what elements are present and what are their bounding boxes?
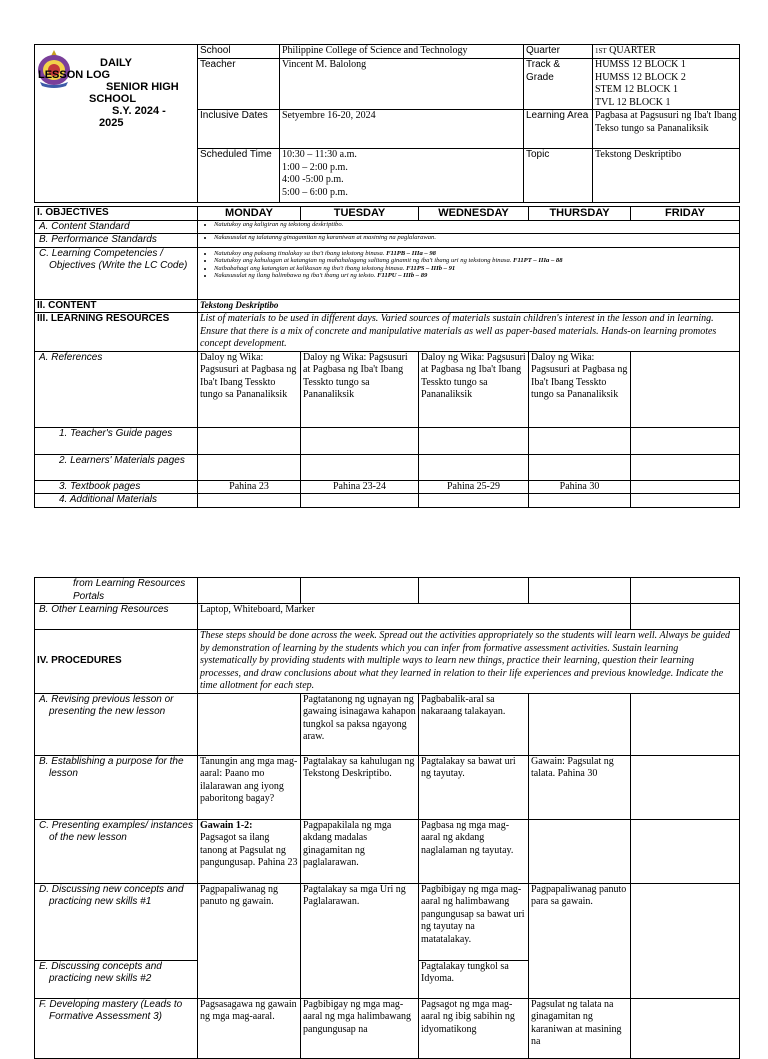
textbook-wednesday: Pahina 25-29	[419, 480, 529, 494]
proc-a-friday	[631, 693, 740, 755]
performance-standard-value: • Nakasusulat ng talatanng ginagamitan ng karaniwan at masining na paglalarawan.	[198, 234, 740, 248]
proc-f-thursday: Pagsulat ng talata na ginagamitan ng karaniwan at masining na	[529, 998, 631, 1058]
additional-materials-cont-label: from Learning Resources Portals	[35, 578, 198, 604]
proc-b-wednesday: Pagtalakay sa bawat uri ng tayutay.	[419, 755, 529, 819]
content-heading: II. CONTENT	[35, 299, 198, 313]
competencies-value: • Natutukoy ang paksang tinalakay sa iba't ibang tekstong binasa. F11PB – IIIa – 98 • Natutukoy ang kahulugan at katangian ng mahahalagang salitang ginamit ng iba't ibang uri ng tekstong binasa. F11PT – IIIa – 88 • Naibabahagi ang katangian at kalikasan ng iba't ibang tekstong binasa. F11PS – IIIb – 91 • Nakasusulat ng ilang halimbawa ng iba't ibang uri ng teksto. F11PU – IIIb – 89	[198, 247, 740, 299]
proc-d-monday: Pagpapaliwanag ng panuto ng gawain.	[198, 883, 301, 998]
proc-c-friday	[631, 819, 740, 883]
proc-c-thursday	[529, 819, 631, 883]
reference-thursday: Daloy ng Wika: Pagsusuri at Pagbasa ng Iba't Ibang Tesskto tungo sa Pananaliksik	[529, 351, 631, 427]
header-logo-cell	[35, 45, 198, 203]
track-label: Track & Grade	[524, 59, 593, 110]
teacher-label: Teacher	[198, 59, 280, 110]
proc-d-tuesday: Pagtalakay sa mga Uri ng Paglalarawan.	[301, 883, 419, 998]
textbook-monday: Pahina 23	[198, 480, 301, 494]
proc-d-friday	[631, 883, 740, 998]
proc-a-monday	[198, 693, 301, 755]
proc-d-label: D. Discussing new concepts and practicing new skills #1	[35, 883, 198, 960]
proc-a-tuesday: Pagtatanong ng ugnayan ng gawaing isinagawa kahapon tungkol sa paksa ngayong araw.	[301, 693, 419, 755]
textbook-label: 3. Textbook pages	[35, 480, 198, 494]
resources-note: List of materials to be used in different days. Varied sources of materials sustain children's interest in the lesson and in learning. Ensure that there is a mix of concrete and manipulative materials as well as paper-based materials. Hands-on learning promotes concept development.	[198, 313, 740, 352]
content-standard-label: A. Content Standard	[35, 220, 198, 234]
proc-f-monday: Pagsasagawa ng gawain ng mga mag-aaral.	[198, 998, 301, 1058]
proc-d-thursday: Pagpapaliwanag panuto para sa gawain.	[529, 883, 631, 998]
proc-b-monday: Tanungin ang mga mag-aaral: Paano mo ilalarawan ang iyong paboritong bagay?	[198, 755, 301, 819]
content-standard-value: • Natutukoy ang kaligiran ng tekstong deskriptibo.	[198, 220, 740, 234]
proc-a-thursday	[529, 693, 631, 755]
proc-b-thursday: Gawain: Pagsulat ng talata. Pahina 30	[529, 755, 631, 819]
header-table	[34, 44, 740, 203]
proc-b-friday	[631, 755, 740, 819]
textbook-thursday: Pahina 30	[529, 480, 631, 494]
reference-tuesday: Daloy ng Wika: Pagsusuri at Pagbasa ng Iba't Ibang Tesskto tungo sa Pananaliksik	[301, 351, 419, 427]
performance-standard-label: B. Performance Standards	[35, 234, 198, 248]
other-resources-label: B. Other Learning Resources	[35, 604, 198, 630]
title-line-2: LESSON LOG	[38, 69, 111, 81]
topic-value: Tekstong Deskriptibo	[593, 149, 740, 203]
content-value: Tekstong Deskriptibo	[198, 299, 740, 313]
proc-f-label: F. Developing mastery (Leads to Formative Assessment 3)	[35, 998, 198, 1058]
textbook-friday	[631, 480, 740, 494]
day-friday: FRIDAY	[631, 207, 740, 221]
objectives-heading: I. OBJECTIVES	[35, 207, 198, 221]
proc-c-tuesday: Pagpapakilala ng mga akdang madalas ginagamitan ng paglalarawan.	[301, 819, 419, 883]
proc-c-label: C. Presenting examples/ instances of the new lesson	[35, 819, 198, 883]
teacher-value: Vincent M. Balolong	[280, 59, 524, 110]
objectives-table	[34, 206, 740, 508]
day-wednesday: WEDNESDAY	[419, 207, 529, 221]
proc-c-wednesday: Pagbasa ng mga mag-aaral ng akdang naglalaman ng tayutay.	[419, 819, 529, 883]
proc-c-monday: Gawain 1-2: Pagsagot sa ilang tanong at Pagsulat ng pangungusap. Pahina 23	[198, 819, 301, 883]
learners-materials-label: 2. Learners' Materials pages	[35, 454, 198, 480]
competencies-label: C. Learning Competencies / Objectives (Write the LC Code)	[35, 247, 198, 299]
time-values: 10:30 – 11:30 a.m. 1:00 – 2:00 p.m. 4:00 -5:00 p.m. 5:00 – 6:00 p.m.	[280, 149, 524, 203]
proc-b-tuesday: Pagtalakay sa kahulugan ng Tekstong Deskriptibo.	[301, 755, 419, 819]
resources-heading: III. LEARNING RESOURCES	[35, 313, 198, 352]
title-line-3: SENIOR HIGH	[106, 81, 179, 93]
reference-monday: Daloy ng Wika: Pagsusuri at Pagbasa ng Iba't Ibang Tesskto tungo sa Pananaliksik	[198, 351, 301, 427]
time-label: Scheduled Time	[198, 149, 280, 203]
proc-f-friday	[631, 998, 740, 1058]
reference-wednesday: Daloy ng Wika: Pagsusuri at Pagbasa ng Iba't Ibang Tesskto tungo sa Pananaliksik	[419, 351, 529, 427]
title-line-4: SCHOOL	[89, 93, 137, 105]
textbook-tuesday: Pahina 23-24	[301, 480, 419, 494]
quarter-value: $^{1ST}$ QUARTER	[593, 45, 740, 59]
procedures-heading: IV. PROCEDURES	[35, 630, 198, 694]
proc-f-wednesday: Pagsagot ng mga mag-aaral ng ibig sabihin ng idyomatikong	[419, 998, 529, 1058]
proc-a-label: A. Revising previous lesson or presenting the new lesson	[35, 693, 198, 755]
school-value: Philippine College of Science and Technology	[280, 45, 524, 59]
proc-d-wednesday: Pagbibigay ng mga mag-aaral ng halimbawang pangungusap sa bawat uri ng tayutay na matatalakay.	[419, 883, 529, 960]
title-line-1: DAILY	[100, 57, 132, 69]
track-values: HUMSS 12 BLOCK 1 HUMSS 12 BLOCK 2 STEM 12 BLOCK 1 TVL 12 BLOCK 1	[593, 59, 740, 110]
proc-a-wednesday: Pagbabalik-aral sa nakaraang talakayan.	[419, 693, 529, 755]
quarter-label: Quarter	[524, 45, 593, 59]
day-monday: MONDAY	[198, 207, 301, 221]
proc-f-tuesday: Pagbibigay ng mga mag-aaral ng mga halimbawang pangungusap na	[301, 998, 419, 1058]
area-label: Learning Area	[524, 110, 593, 149]
proc-e-label: E. Discussing concepts and practicing new skills #2	[35, 960, 198, 998]
dates-value: Setyembre 16-20, 2024	[280, 110, 524, 149]
dates-label: Inclusive Dates	[198, 110, 280, 149]
day-thursday: THURSDAY	[529, 207, 631, 221]
day-tuesday: TUESDAY	[301, 207, 419, 221]
area-value: Pagbasa at Pagsusuri ng Iba't Ibang Tekso tungo sa Pananaliksik	[593, 110, 740, 149]
additional-materials-label: 4. Additional Materials	[35, 494, 198, 508]
topic-label: Topic	[524, 149, 593, 203]
title-line-6: 2025	[99, 117, 124, 129]
proc-b-label: B. Establishing a purpose for the lesson	[35, 755, 198, 819]
procedures-table	[34, 577, 740, 1059]
references-label: A. References	[35, 351, 198, 427]
procedures-note: These steps should be done across the week. Spread out the activities appropriately so the students will learn well. Always be guided by demonstration of learning by the students which you can infer from formative assessment activities. Sustain learning systematically by providing students with multiple ways to learn new things, practice their learning, question their learning processes, and draw conclusions about what they learned in relation to their life experiences and previous knowledge. Indicate the time allotment for each step.	[198, 630, 740, 694]
title-line-5: S.Y. 2024 -	[112, 105, 166, 117]
other-resources-value: Laptop, Whiteboard, Marker	[198, 604, 631, 630]
reference-friday	[631, 351, 740, 427]
proc-e-wednesday: Pagtalakay tungkol sa Idyoma.	[419, 960, 529, 998]
school-label: School	[198, 45, 280, 59]
teachers-guide-label: 1. Teacher's Guide pages	[35, 427, 198, 454]
